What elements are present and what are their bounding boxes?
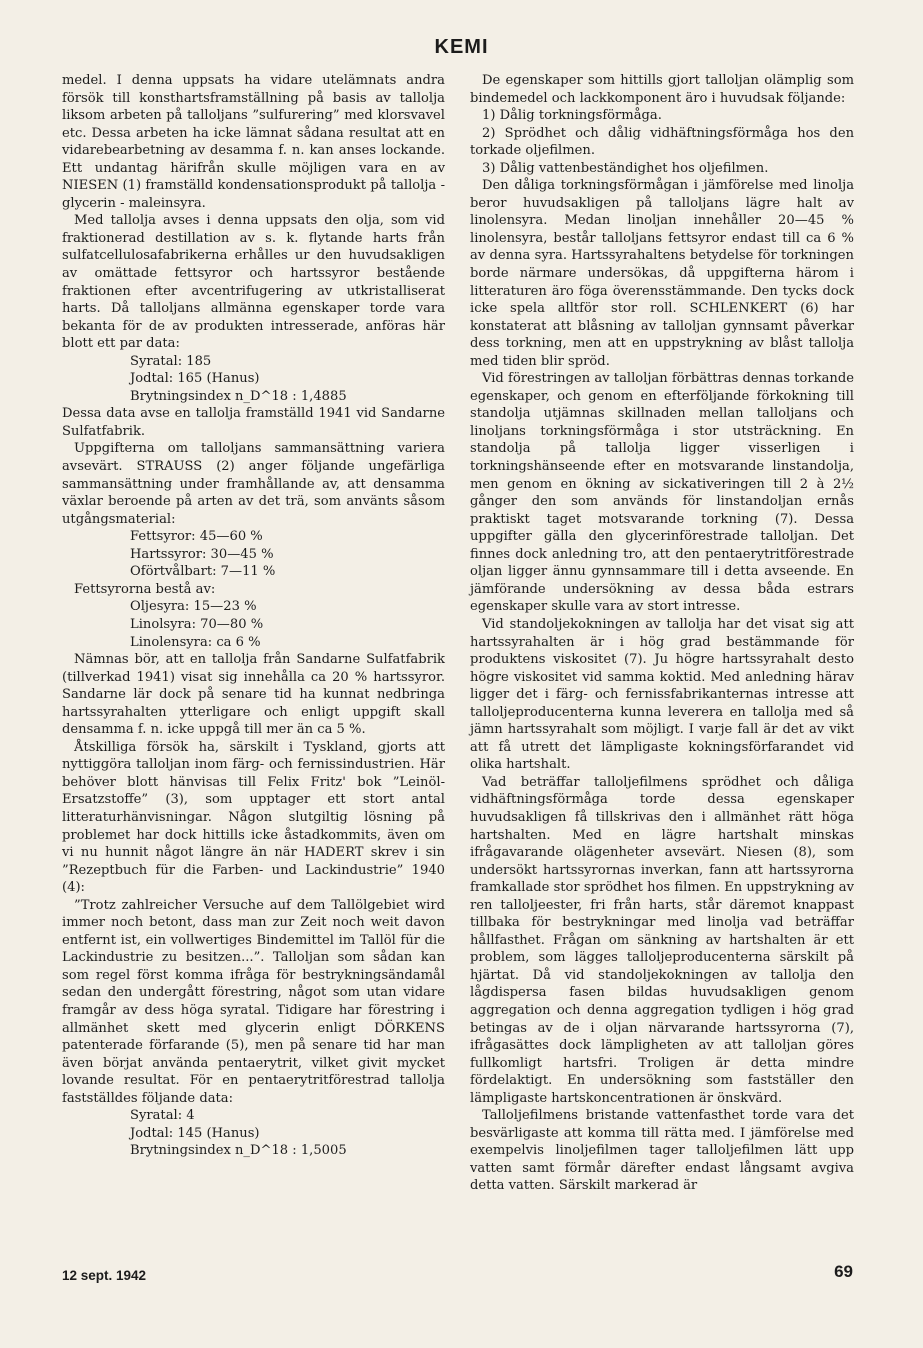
paragraph: Nämnas bör, att en tallolja från Sandarne Sulfatfabrik (tillverkad 1941) visat sig innehålla ca 20 % hartssyror. Sandarne lär dock på senare tid ha kunnat nedbringa hartssyrahalten ytterligare och enligt uppgift skall densamma f. n. icke uppgå till mer än ca 5 %. xyxy=(62,652,445,738)
paragraph: Åtskilliga försök ha, särskilt i Tyskland, gjorts att nyttiggöra talloljan inom färg- och fernissindustrien. Här behöver blott hänvisas till Felix Fritz' bok ”Leinöl-Ersatzstoffe” (3), som upptager ett stort antal litteraturhänvisningar. Någon slutgiltig lösning på problemet har dock hittills icke åstadkommits, även om vi nu hunnit något längre än när HADERT skrev i sin ”Rezeptbuch für die Farben- und Lackindustrie” 1940 (4): xyxy=(62,739,445,896)
data-line: Fettsyror: 45—60 % xyxy=(130,529,263,545)
data-line: Linolsyra: 70—80 % xyxy=(130,616,264,632)
left-column xyxy=(62,72,445,1160)
paragraph: Vid standoljekokningen av tallolja har det visat sig att hartssyrahalten är i hög grad bestämmande för produktens viskositet (7). Ju högre hartssyrahalt desto högre viskositet vid samma koktid. Med anledning härav ligger det i färg- och fernissfabrikanternas intresse att talloljeproducenterna kunna leverera en tallolja med så jämn hartssyrahalt som möjligt. I varje fall är det av vikt att få utrett det lämpligaste kokningsförfarandet vid olika hartshalt. xyxy=(470,616,854,773)
paragraph: Fettsyrorna bestå av: xyxy=(74,581,216,597)
data-line: Hartssyror: 30—45 % xyxy=(130,546,274,562)
data-line: Oförtvålbart: 7—11 % xyxy=(130,564,276,580)
paragraph: De egenskaper som hittills gjort talloljan olämplig som bindemedel och lackkomponent äro i huvudsak följande: xyxy=(470,73,854,106)
data-line: Syratal: 185 xyxy=(130,353,212,369)
paragraph: Den dåliga torkningsförmågan i jämförelse med linolja beror huvudsakligen på talloljans lägre halt av linolensyra. Medan linoljan innehåller 20—45 % linolensyra, består talloljans fettsyror endast till ca 6 % av denna syra. Hartssyrahaltens betydelse för torkningen borde närmare undersökas, då uppgifterna härom i litteraturen äro föga överensstämmande. Den tycks dock icke spela alltför stor roll. SCHLENKERT (6) har konstaterat att blåsning av talloljan gynnsamt påverkar dess torkning, men att en uppstrykning av blåst tallolja med tiden blir spröd. xyxy=(470,178,854,369)
page-number: 69 xyxy=(834,1262,853,1281)
paragraph: Vid förestringen av talloljan förbättras dennas torkande egenskaper, och genom en efterföljande förkokning till standolja utjämnas skillnaden mellan talloljans och linoljans torkningsförmåga i stor utsträckning. En standolja på tallolja ligger visserligen i torkningshänseende efter en motsvarande linstandolja, men genom en ökning av sickativeringen till 2 à 2½ gånger den som används för linstandoljan ernås praktiskt taget motsvarande torkning (7). Dessa uppgifter gälla den glycerinförestrade talloljan. Det finnes dock anledning tro, att den pentaerytritförestrade oljan ligger ännu gynnsammare till i detta avseende. En jämförande undersökning av dessa båda estrars egenskaper skulle vara av stort intresse. xyxy=(470,371,854,615)
paragraph: ”Trotz zahlreicher Versuche auf dem Tallölgebiet wird immer noch betont, dass man zur Zeit noch weit davon entfernt ist, ein vollwertiges Bindemittel im Tallöl für die Lackindustrie zu besitzen...”. Talloljan som sådan kan som regel först komma ifråga för bestrykningsändamål sedan den undergått förestring, något som utan vidare framgår av dess höga syratal. Tidigare har förestring i allmänhet skett med glycerin enligt DÖRKENS patenterade förfarande (5), men på senare tid har man även börjat använda pentaerytrit, vilket givit mycket lovande resultat. För en pentaerytritförestrad tallolja fastställdes följande data: xyxy=(62,897,445,1106)
data-line: Jodtal: 165 (Hanus) xyxy=(130,371,260,387)
data-line: Syratal: 4 xyxy=(130,1108,195,1124)
data-line: Linolensyra: ca 6 % xyxy=(130,634,261,650)
right-column xyxy=(470,72,854,1195)
paragraph: Talloljefilmens bristande vattenfasthet torde vara det besvärligaste att komma till rätta med. I jämförelse med exempelvis linoljefilmen tager talloljefilmen lätt upp vatten samt förmår därefter endast långsamt avgiva detta vatten. Särskilt markerad är xyxy=(470,1108,854,1194)
data-line: Brytningsindex n_D^18 : 1,5005 xyxy=(130,1143,347,1159)
paragraph: Vad beträffar talloljefilmens sprödhet och dåliga vidhäftningsförmåga torde dessa egenskaper huvudsakligen få tillskrivas den i allmänhet rätt höga hartshalten. Med en lägre hartshalt minskas ifrågavarande olägenheter avsevärt. Niesen (8), som undersökt hartssyrornas inverkan, fann att hartssyrorna framkallade stor sprödhet hos filmen. En uppstrykning av ren talloljeester, fri från harts, står däremot knappast tillbaka för bestrykningar med linolja vad beträffar hållfasthet. Frågan om sänkning av hartshalten är ett problem, som lägges talloljeproducenterna särskilt på hjärtat. Då vid standoljekokningen av tallolja den lågdispersa fasen bildas huvudsakligen genom aggregation och denna aggregation tydligen i hög grad betingas av de i oljan närvarande hartssyrorna (7), ifrågasättes dock lämpligheten av att talloljan göres fullkomligt hartsfri. Troligen är detta mindre fördelaktigt. En undersökning som fastställer den lämpligaste hartskoncentrationen är önskvärd. xyxy=(470,774,854,1106)
list-item: 1) Dålig torkningsförmåga. xyxy=(482,108,662,124)
data-line: Oljesyra: 15—23 % xyxy=(130,599,257,615)
issue-date: 12 sept. 1942 xyxy=(62,1268,147,1283)
list-item: 2) Sprödhet och dålig vidhäftningsförmåga hos den torkade oljefilmen. xyxy=(470,125,854,159)
paragraph: medel. I denna uppsats ha vidare utelämnats andra försök till konsthartsframställning på basis av tallolja liksom arbeten på talloljans ”sulfurering” med klorsvavel etc. Dessa arbeten ha icke lämnat sådana resultat att en vidarebearbetning av desamma f. n. kan anses lockande. Ett undantag härifrån skulle möjligen vara en av NIESEN (1) framställd kondensationsprodukt på tallolja - glycerin - maleinsyra. xyxy=(62,73,445,211)
paragraph: Dessa data avse en tallolja framställd 1941 vid Sandarne Sulfatfabrik. xyxy=(62,406,445,439)
section-header: KEMI xyxy=(434,36,489,58)
data-line: Jodtal: 145 (Hanus) xyxy=(130,1125,260,1141)
paragraph: Med tallolja avses i denna uppsats den olja, som vid fraktionerad destillation av s. k. flytande harts från sulfatcellulosafabrikerna erhålles ur den huvudsakligen av omättade fettsyror och hartssyror bestående fraktionen efter avcentrifugering av utkristalliserat harts. Då talloljans allmänna egenskaper torde vara bekanta för de av produkten intresserade, anföras här blott ett par data: xyxy=(62,213,445,352)
list-item: 3) Dålig vattenbeständighet hos oljefilmen. xyxy=(482,160,769,176)
data-line: Brytningsindex n_D^18 : 1,4885 xyxy=(130,388,347,404)
paragraph: Uppgifterna om talloljans sammansättning variera avsevärt. STRAUSS (2) anger följande ungefärliga sammansättning under framhållande av, att densamma växlar beroende på arten av det trä, som använts såsom utgångsmaterial: xyxy=(62,441,445,527)
